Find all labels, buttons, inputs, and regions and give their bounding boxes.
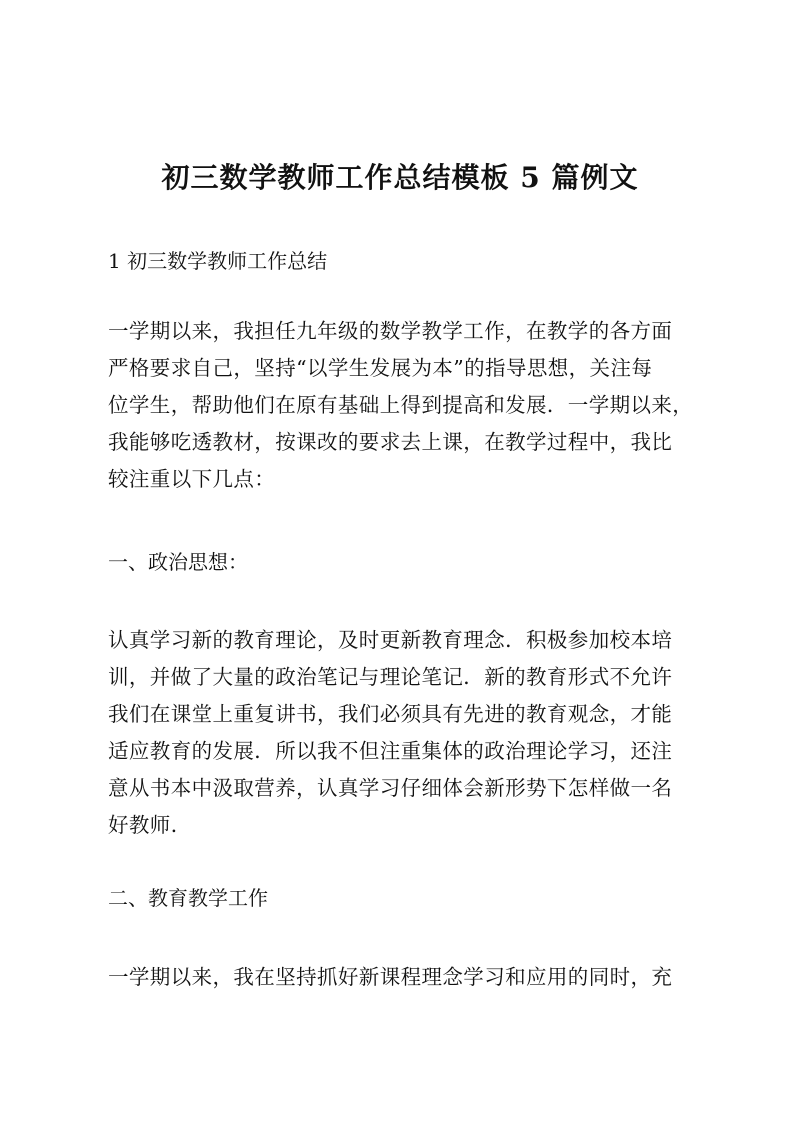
paragraph-line: 我们在课堂上重复讲书，我们必须具有先进的教育观念，才能 — [108, 702, 673, 726]
paragraph-line: 意从书本中汲取营养，认真学习仔细体会新形势下怎样做一名 — [108, 776, 673, 800]
paragraph-line: 好教师． — [108, 813, 192, 837]
paragraph-line: 我能够吃透教材，按课改的要求去上课，在教学过程中，我比 — [108, 430, 673, 454]
paragraph-line: 位学生，帮助他们在原有基础上得到提高和发展．一学期以来， — [108, 393, 694, 417]
paragraph-line: 严格要求自己，坚持“以学生发展为本”的指导思想，关注每 — [108, 356, 653, 380]
paragraph-line: 较注重以下几点： — [108, 467, 276, 491]
paragraph-line: 一学期以来，我担任九年级的数学教学工作，在教学的各方面 — [108, 319, 673, 343]
paragraph-line: 适应教育的发展．所以我不但注重集体的政治理论学习，还注 — [108, 739, 673, 763]
paragraph-line: 认真学习新的教育理论，及时更新教育理念．积极参加校本培 — [108, 628, 673, 652]
subheading-political: 一、政治思想： — [108, 550, 248, 574]
paragraph-line: 训，并做了大量的政治笔记与理论笔记．新的教育形式不允许 — [108, 665, 673, 689]
section-heading: 1 初三数学教师工作总结 — [108, 249, 328, 273]
document-title: 初三数学教师工作总结模板 5 篇例文 — [161, 161, 639, 194]
paragraph-line: 一学期以来，我在坚持抓好新课程理念学习和应用的同时，充 — [108, 965, 673, 989]
subheading-teaching: 二、教育教学工作 — [108, 886, 268, 910]
